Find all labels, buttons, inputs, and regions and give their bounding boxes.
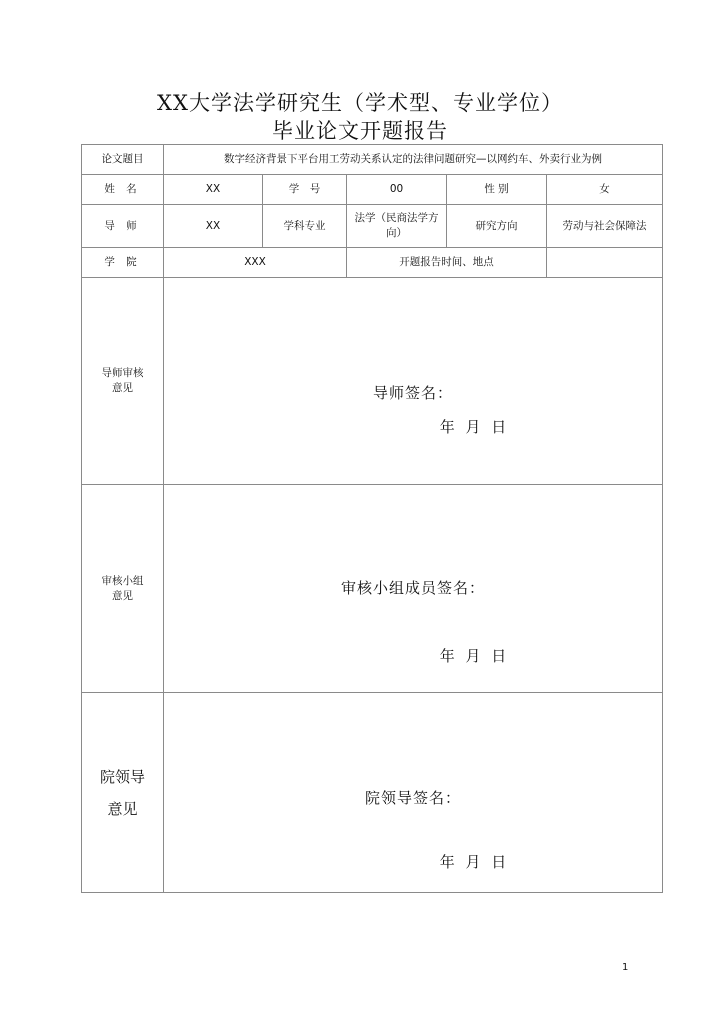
name-value: XX: [164, 175, 263, 205]
thesis-title-value: 数字经济背景下平台用工劳动关系认定的法律问题研究—以网约车、外卖行业为例: [164, 145, 663, 175]
gender-label: 性 别: [447, 175, 547, 205]
research-direction-label: 研究方向: [447, 205, 547, 248]
panel-signature-date: 年 月 日: [439, 647, 507, 665]
leader-signature-label: 院领导签名：: [365, 789, 462, 807]
advisor-signature-label: 导师签名：: [373, 384, 454, 402]
advisor-signature-date: 年 月 日: [439, 418, 507, 436]
leader-review-area: [164, 693, 663, 893]
row-panel-review: [82, 485, 663, 693]
page-number: 1: [622, 962, 629, 973]
row-leader-review: [82, 693, 663, 893]
major-value-line1: 法学（民商法学方: [354, 212, 439, 224]
name-label: 姓 名: [82, 175, 164, 205]
proposal-form-table: [81, 144, 663, 893]
leader-signature-date: 年 月 日: [439, 853, 507, 871]
student-id-label: 学 号: [263, 175, 347, 205]
leader-review-label: 院领导 意见: [82, 693, 164, 893]
advisor-review-label: 导师审核 意见: [82, 278, 164, 485]
gender-value: 女: [547, 175, 663, 205]
advisor-review-area: [164, 278, 663, 485]
research-direction-value: 劳动与社会保障法: [547, 205, 663, 248]
college-label: 学 院: [82, 248, 164, 278]
row-college-info: [82, 248, 663, 278]
advisor-value: XX: [164, 205, 263, 248]
panel-signature-label: 审核小组成员签名：: [341, 579, 486, 597]
proposal-time-place-label: 开题报告时间、地点: [347, 248, 547, 278]
row-advisor-review: [82, 278, 663, 485]
major-value-line2: 向）: [386, 227, 407, 239]
proposal-time-place-value: [547, 248, 663, 278]
major-value: [347, 205, 447, 248]
document-title-line1: XX大学法学研究生（学术型、专业学位）: [157, 91, 563, 115]
row-student-info: [82, 175, 663, 205]
student-id-value: 00: [347, 175, 447, 205]
advisor-label: 导 师: [82, 205, 164, 248]
college-value: XXX: [164, 248, 347, 278]
thesis-title-label: 论文题目: [82, 145, 164, 175]
panel-review-area: [164, 485, 663, 693]
row-thesis-title: [82, 145, 663, 175]
panel-review-label: 审核小组 意见: [82, 485, 164, 693]
row-advisor-info: [82, 205, 663, 248]
document-title-line2: 毕业论文开题报告: [272, 119, 448, 143]
major-label: 学科专业: [263, 205, 347, 248]
